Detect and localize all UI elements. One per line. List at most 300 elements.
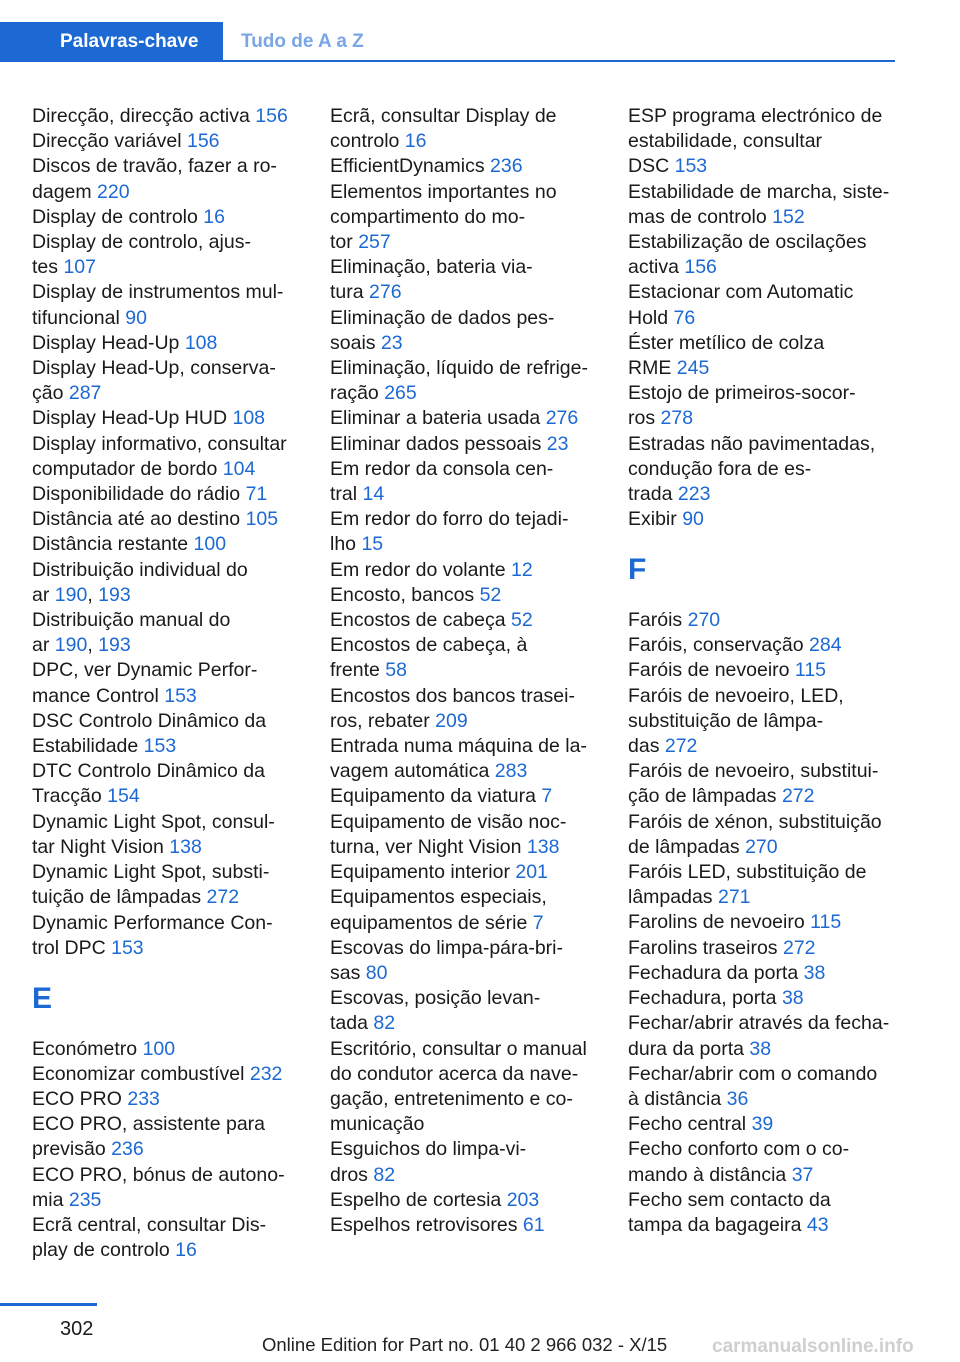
entry-line [628,684,900,709]
entry-text: Dynamic Light Spot, substi- [32,861,270,884]
index-entry [330,558,600,583]
entry-line [32,532,300,557]
entry-text: tuição de lâmpadas [32,886,207,909]
entry-line [628,280,900,305]
entry-text: Fecho conforto com o co- [628,1138,850,1161]
page-link[interactable]: 272 [206,886,240,909]
page-link[interactable]: 193 [98,583,131,606]
page-link[interactable]: 12 [511,558,533,581]
entry-text: Equipamento de visão noc- [330,810,567,833]
entry-text: compartimento do mo- [330,205,526,228]
entry-line [32,507,300,532]
entry-text: mando à distância [628,1163,792,1186]
page-link[interactable]: 14 [362,483,385,506]
entry-line [628,936,900,961]
entry-text: Fechar/abrir através da fecha- [628,1012,890,1035]
page-link[interactable]: 156 [684,256,717,279]
entry-line [32,205,300,230]
page-link[interactable]: 278 [660,407,694,430]
entry-line [628,835,900,860]
entry-line [628,1062,900,1087]
entry-text: trada [628,483,678,506]
entry-line [32,432,300,457]
entry-text: Disponibilidade do rádio [32,483,246,506]
entry-text: Espelho de cortesia [330,1188,507,1211]
index-entry [32,1163,300,1213]
entry-text: Escovas, posição levan- [330,987,541,1010]
entry-text: Fecho central [628,1113,752,1136]
tab-tudo-de-a-a-z[interactable]: Tudo de A a Z [241,31,364,52]
index-entry [628,432,900,508]
index-entry [32,1213,300,1263]
entry-line [32,406,300,431]
entry-text: mance Control [32,684,165,707]
page-link[interactable]: 76 [673,306,696,329]
entry-line [32,784,300,809]
page-link[interactable]: 100 [193,533,227,556]
entry-line [32,1037,300,1062]
page-link[interactable]: 232 [249,1062,283,1085]
section-letter: E [32,981,53,1015]
entry-line [330,129,600,154]
index-entry [32,1037,300,1062]
entry-line [628,104,900,129]
page-link[interactable]: 193 [98,634,131,657]
index-entry [330,180,600,256]
entry-line [628,1213,900,1238]
tab-palavras-chave[interactable]: Palavras-chave [0,22,223,62]
page-link[interactable]: 82 [373,1163,396,1186]
entry-text: mia [32,1188,69,1211]
page-link[interactable]: 156 [186,130,220,153]
entry-line [330,1011,600,1036]
entry-line [628,1137,900,1162]
entry-text: Distância restante [32,533,194,556]
entry-text: Escritório, consultar o manual [330,1037,587,1060]
page-link[interactable]: 138 [526,835,560,858]
entry-line [32,860,300,885]
page-link[interactable]: 16 [404,130,427,153]
index-entry [32,154,300,204]
entry-text: Distribuição manual do [32,609,231,632]
page-link[interactable]: 23 [546,432,569,455]
entry-text: soais [330,331,381,354]
index-entry [32,860,300,910]
entry-line [330,205,600,230]
entry-text: tada [330,1012,374,1035]
entry-text: tral [330,483,363,506]
entry-text: Farolins traseiros [628,936,783,959]
entry-text: Escovas do limpa-pára-bri- [330,936,564,959]
index-entry [628,1137,900,1187]
page-link[interactable]: 36 [726,1087,749,1110]
entry-line [330,1213,600,1238]
page-link[interactable]: 108 [184,331,218,354]
entry-line [32,1188,300,1213]
page-link[interactable]: 265 [384,382,417,405]
index-entry [330,784,600,809]
entry-line [330,759,600,784]
entry-line [32,230,300,255]
index-entry [628,230,900,280]
entry-line [628,432,900,457]
page-link[interactable]: 154 [107,785,140,808]
entry-text: Fechadura, porta [628,987,782,1010]
entry-line [32,684,300,709]
entry-line [330,1062,600,1087]
entry-line [330,381,600,406]
index-entry [32,356,300,406]
page-link[interactable]: 115 [810,911,842,934]
entry-text: à distância [628,1087,727,1110]
page-link[interactable]: 271 [717,886,751,909]
entry-line [628,205,900,230]
entry-line [330,180,600,205]
page-link[interactable]: 233 [127,1087,160,1110]
page-link[interactable]: 203 [506,1188,540,1211]
entry-text: EfficientDynamics [330,155,491,178]
entry-text: Em redor do forro do tejadi- [330,508,569,531]
entry-line [32,457,300,482]
entry-text: Distribuição individual do [32,558,248,581]
entry-text: Éster metílico de colza [628,331,825,354]
page-link[interactable]: 71 [245,483,268,506]
entry-line [330,558,600,583]
entry-line [32,180,300,205]
entry-text: ESP programa electrónico de [628,105,883,127]
page-link[interactable]: 284 [809,634,842,657]
page-link[interactable]: 43 [806,1213,829,1236]
entry-text: Encosto, bancos [330,583,480,606]
entry-text: Direcção variável [32,130,187,153]
index-entry [628,961,900,986]
entry-line [628,709,900,734]
entry-line [628,381,900,406]
entry-text: tar Night Vision [32,835,170,858]
index-entry [330,810,600,860]
page-link[interactable]: 276 [545,407,579,430]
index-entry [32,911,300,961]
index-entry [32,759,300,809]
entry-line [32,1213,300,1238]
entry-text: Equipamento interior [330,861,516,884]
entry-text: Display de controlo [32,205,204,228]
entry-line [330,633,600,658]
entry-line [628,910,900,935]
entry-line [330,432,600,457]
entry-text: Estabilidade [32,735,144,758]
entry-line [330,734,600,759]
page-link[interactable]: 107 [63,256,96,279]
entry-line [628,230,900,255]
edition-text: Online Edition for Part no. 01 40 2 966 032 - X/15 [262,1334,668,1355]
entry-line [628,860,900,885]
entry-line [330,457,600,482]
entry-line [330,835,600,860]
page-link[interactable]: 90 [125,306,147,329]
page-link[interactable]: 190 [54,583,88,606]
page-link[interactable]: 283 [494,760,528,783]
entry-text: dura da porta [628,1037,750,1060]
page-link[interactable]: 108 [232,407,266,430]
index-entry [32,532,300,557]
page-link[interactable]: 276 [369,281,402,304]
page-link[interactable]: 235 [68,1188,102,1211]
page-link[interactable]: 52 [479,583,502,606]
entry-text: Fechadura da porta [628,961,804,984]
entry-line [330,784,600,809]
index-entry [32,709,300,759]
index-entry [628,280,900,330]
entry-text: das [628,735,665,758]
page-link[interactable]: 245 [676,357,710,380]
page-link[interactable]: 82 [373,1012,396,1035]
entry-text: Display Head-Up, conserva- [32,357,276,380]
entry-line [32,558,300,583]
entry-text: RME [628,357,677,380]
entry-line [330,658,600,683]
entry-line [32,331,300,356]
page-link[interactable]: 272 [781,785,815,808]
entry-line [330,684,600,709]
index-entry [32,1087,300,1112]
index-entry [330,457,600,507]
entry-text: Equipamentos especiais, [330,886,547,909]
page-link[interactable]: 270 [687,609,721,632]
entry-text: municação [330,1113,425,1136]
entry-text: sas [330,961,366,984]
page-link[interactable]: 23 [380,331,403,354]
index-entry [330,608,600,633]
page-link[interactable]: 236 [111,1138,144,1161]
page-link[interactable]: 39 [751,1113,774,1136]
entry-text: Farolins de nevoeiro [628,911,811,934]
entry-line [628,986,900,1011]
page-link[interactable]: 52 [511,609,533,632]
header-tabs [0,22,895,62]
entry-text: Faróis, conservação [628,634,809,657]
footer-rule [0,1303,97,1306]
entry-text: activa [628,256,685,279]
entry-line [330,230,600,255]
index-entry [32,280,300,330]
entry-text: tor [330,231,359,254]
entry-line [330,532,600,557]
entry-line [32,482,300,507]
entry-text: Eliminação, líquido de refrige- [330,357,588,380]
entry-line [628,810,900,835]
entry-line [32,1062,300,1087]
index-entry [32,558,300,608]
entry-text: estabilidade, consultar [628,130,823,153]
page-link[interactable]: 153 [143,735,177,758]
index-entry [32,608,300,658]
entry-line [628,1112,900,1137]
page-link[interactable]: 15 [361,533,384,556]
entry-text: Eliminar a bateria usada [330,407,546,430]
entry-text: Exibir [628,508,683,531]
entry-line [330,406,600,431]
index-entry [330,860,600,885]
entry-text: ração [330,382,385,405]
index-entry [32,810,300,860]
page-link[interactable]: 38 [781,987,804,1010]
entry-line [628,507,900,532]
page-link[interactable]: 272 [782,936,816,959]
page-link[interactable]: 104 [222,457,256,480]
entry-line [330,709,600,734]
entry-text: frente [330,659,386,682]
index-entry [628,608,900,633]
page-link[interactable]: 272 [664,735,698,758]
entry-text: Em redor da consola cen- [330,457,554,480]
entry-line [32,1112,300,1137]
entry-text: do condutor acerca da nave- [330,1062,579,1085]
entry-text: ECO PRO [32,1087,128,1110]
entry-line [628,885,900,910]
page-link[interactable]: 287 [68,382,102,405]
entry-line [628,1163,900,1188]
page-link[interactable]: 201 [515,861,548,884]
page-link[interactable]: 58 [385,659,407,682]
entry-text: Economizar combustível [32,1062,250,1085]
entry-text: Económetro [32,1037,143,1060]
entry-line [330,507,600,532]
index-entry [330,406,600,431]
entry-line [330,936,600,961]
index-entry [330,306,600,356]
entry-line [32,810,300,835]
entry-text: Estradas não pavimentadas, [628,432,876,455]
page-link[interactable]: 223 [677,483,711,506]
entry-line [628,406,900,431]
page-link[interactable]: 236 [490,155,523,178]
entry-line: ar 190, 193 [32,634,131,657]
entry-line [330,306,600,331]
index-entry [330,255,600,305]
index-entry [628,1062,900,1112]
entry-line [32,835,300,860]
entry-text: Esguichos do limpa-vi- [330,1138,527,1161]
page-link[interactable]: 153 [674,155,708,178]
entry-text: ros [628,407,661,430]
entry-line [628,658,900,683]
entry-text: DPC, ver Dynamic Perfor- [32,659,258,682]
entry-text: Faróis de nevoeiro, LED, [628,684,844,707]
index-entry [330,356,600,406]
entry-text: vagem automática [330,760,495,783]
page-link[interactable]: 16 [175,1239,197,1262]
index-column-1 [32,104,300,1263]
entry-line [628,356,900,381]
entry-line [330,331,600,356]
entry-line [330,608,600,633]
page-link[interactable]: 105 [245,508,279,531]
entry-text: ção de lâmpadas [628,785,782,808]
index-entry [628,104,900,180]
index-entry [32,658,300,708]
entry-text: Encostos dos bancos trasei- [330,684,575,707]
entry-line [32,381,300,406]
entry-line [628,331,900,356]
entry-line [32,936,300,961]
page-link[interactable]: 190 [54,634,88,657]
page-link[interactable]: 7 [532,911,544,934]
entry-text: ros, rebater [330,709,436,732]
page-link[interactable]: 115 [794,659,827,682]
index-entry [330,104,600,154]
entry-line [628,482,900,507]
page-link[interactable]: 270 [745,835,778,858]
page-link[interactable]: 209 [435,709,468,732]
entry-text: Distância até ao destino [32,508,246,531]
entry-line [32,280,300,305]
entry-text: Faróis de nevoeiro [628,659,795,682]
page-link[interactable]: 37 [791,1163,814,1186]
page-link[interactable]: 38 [803,961,826,984]
page-link[interactable]: 7 [541,785,553,808]
entry-text: Display de instrumentos mul- [32,281,284,304]
page-link[interactable]: 80 [365,961,388,984]
page-link[interactable]: 153 [111,936,144,959]
entry-text: dros [330,1163,374,1186]
page-link[interactable]: 220 [97,180,130,203]
page-link[interactable]: 138 [169,835,202,858]
index-entry [628,381,900,431]
page-link[interactable]: 16 [203,205,225,228]
index-entry [32,432,300,482]
entry-line [628,154,900,179]
entry-line [330,810,600,835]
index-entry [330,1213,600,1238]
page-link[interactable]: 100 [142,1037,176,1060]
index-entry [330,684,600,734]
entry-text: Ecrã central, consultar Dis- [32,1213,267,1236]
page-link[interactable]: 152 [772,205,805,228]
entry-line [628,608,900,633]
entry-text: Estojo de primeiros-socor- [628,382,856,405]
index-entry [628,331,900,381]
index-entry [330,1037,600,1138]
page-link[interactable]: 38 [749,1037,772,1060]
entry-line [32,734,300,759]
entry-text: DSC [628,155,675,178]
entry-text: Eliminação, bateria via- [330,256,533,279]
entry-text: Dynamic Performance Con- [32,911,273,934]
entry-line [32,154,300,179]
entry-line [32,885,300,910]
page-link[interactable]: 90 [682,508,704,531]
entry-text: Fechar/abrir com o comando [628,1062,878,1085]
page-link[interactable]: 257 [358,231,391,254]
entry-line [330,885,600,910]
entry-line [330,104,600,129]
page-link[interactable]: 156 [255,105,288,127]
index-entry [330,1188,600,1213]
entry-line [628,129,900,154]
page-link[interactable]: 61 [522,1213,545,1236]
entry-text: equipamentos de série [330,911,533,934]
entry-line [628,457,900,482]
entry-text: Dynamic Light Spot, consul- [32,810,275,833]
entry-line [330,860,600,885]
entry-text: Fecho sem contacto da [628,1188,831,1211]
entry-line [32,1238,300,1263]
entry-text: Display de controlo, ajus- [32,231,251,254]
entry-line [32,1137,300,1162]
page-link[interactable]: 153 [164,684,197,707]
entry-text: DSC Controlo Dinâmico da [32,709,267,732]
